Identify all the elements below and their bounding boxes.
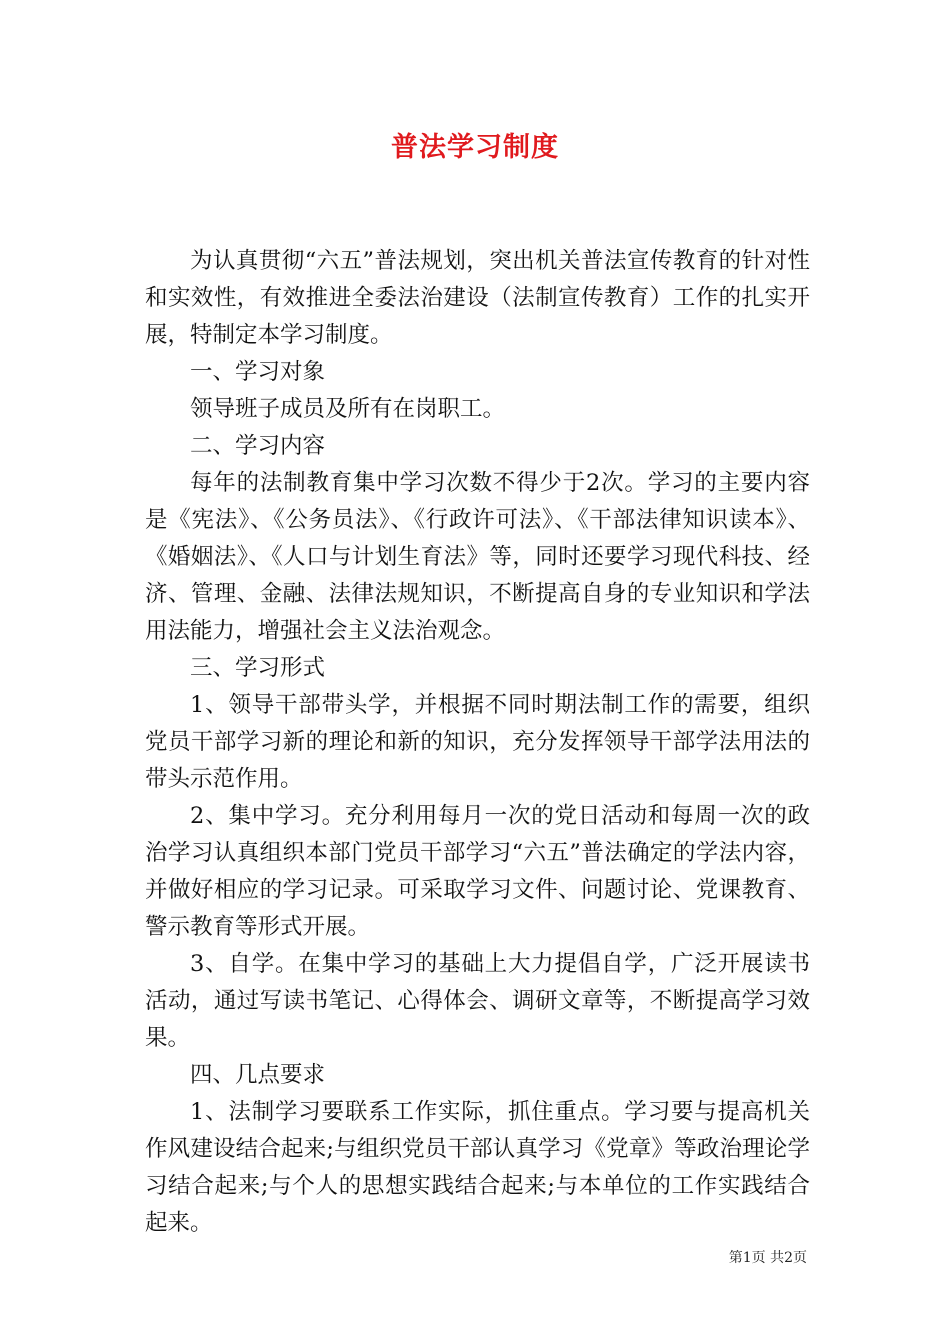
body-paragraph: 2、集中学习。充分利用每月一次的党日活动和每周一次的政治学习认真组织本部门党员干部学习“六五”普法确定的学法内容，并做好相应的学习记录。可采取学习文件、问题讨论、党课教育、警示教育等形式开展。 <box>145 803 810 940</box>
body-paragraph: 每年的法制教育集中学习次数不得少于2次。学习的主要内容是《宪法》、《公务员法》、《行政许可法》、《干部法律知识读本》、《婚姻法》、《人口与计划生育法》等，同时还要学习现代科技、经济、管理、金融、法律法规知识，不断提高自身的专业知识和学法用法能力，增强社会主义法治观念。 <box>145 470 810 644</box>
section-heading: 二、学习内容 <box>190 433 326 459</box>
body-paragraph: 领导班子成员及所有在岗职工。 <box>190 396 506 422</box>
document-body <box>145 243 810 1242</box>
intro-paragraph: 为认真贯彻“六五”普法规划，突出机关普法宣传教育的针对性和实效性，有效推进全委法治建设（法制宣传教育）工作的扎实开展，特制定本学习制度。 <box>145 248 810 348</box>
section-heading: 四、几点要求 <box>190 1062 326 1088</box>
body-paragraph: 1、领导干部带头学，并根据不同时期法制工作的需要，组织党员干部学习新的理论和新的知识，充分发挥领导干部学法用法的带头示范作用。 <box>145 692 810 792</box>
document-title: 普法学习制度 <box>391 132 559 163</box>
body-paragraph: 3、自学。在集中学习的基础上大力提倡自学，广泛开展读书活动，通过写读书笔记、心得体会、调研文章等，不断提高学习效果。 <box>145 951 810 1051</box>
page-number-footer: 第1页 共2页 <box>728 1250 807 1266</box>
section-heading: 一、学习对象 <box>190 359 326 385</box>
body-paragraph: 1、法制学习要联系工作实际，抓住重点。学习要与提高机关作风建设结合起来;与组织党员干部认真学习《党章》等政治理论学习结合起来;与个人的思想实践结合起来;与本单位的工作实践结合起来。 <box>145 1099 810 1236</box>
section-heading: 三、学习形式 <box>190 655 326 681</box>
